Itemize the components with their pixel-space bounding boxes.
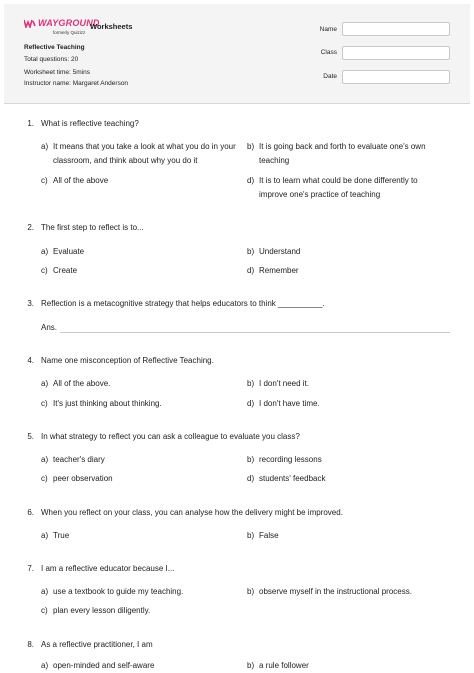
total-questions: Total questions: 20	[24, 56, 79, 63]
option-a[interactable]: a) open-minded and self-aware	[41, 661, 155, 670]
question-text: As a reflective practitioner, I am	[41, 640, 153, 649]
question-number: 6.	[27, 508, 34, 517]
question-number: 7.	[27, 564, 34, 573]
logo-subtitle: formerly Quizizz	[53, 30, 86, 35]
name-label: Name	[319, 26, 337, 33]
worksheet-header	[4, 4, 470, 104]
option-a[interactable]: a) True	[41, 531, 70, 540]
question-text: What is reflective teaching?	[41, 119, 139, 128]
brand-label: Worksheets	[90, 22, 133, 31]
worksheet-title: Reflective Teaching	[24, 44, 85, 51]
logo-wordmark: WAYGROUND	[38, 18, 100, 28]
option-b[interactable]: b) False	[247, 531, 279, 540]
question-number: 3.	[27, 299, 34, 308]
question-text: Reflection is a metacognitive strategy that helps educators to think __________.	[41, 299, 325, 308]
question-number: 8.	[27, 640, 34, 649]
question-text: I am a reflective educator because I...	[41, 564, 175, 573]
date-label: Date	[323, 73, 337, 80]
question-text: When you reflect on your class, you can analyse how the delivery might be improved.	[41, 508, 343, 517]
option-b[interactable]: b) recording lessons	[247, 455, 322, 464]
option-c[interactable]: c) All of the above	[41, 176, 109, 185]
option-a[interactable]: a) All of the above.	[41, 379, 111, 388]
question-text: In what strategy to reflect you can ask a colleague to evaluate you class?	[41, 432, 300, 441]
option-a[interactable]: a) use a textbook to guide my teaching.	[41, 587, 184, 596]
option-c[interactable]: c) Create	[41, 266, 78, 275]
option-b[interactable]: b) I don't need it.	[247, 379, 310, 388]
option-a[interactable]: a) It means that you take a look at what you do in your classroom, and think about why you do it	[41, 142, 236, 165]
option-c[interactable]: c) plan every lesson diligently.	[41, 606, 151, 615]
name-field[interactable]	[342, 22, 450, 36]
option-d[interactable]: d) I don't have time.	[247, 399, 320, 408]
question-text: The first step to reflect is to...	[41, 223, 144, 232]
wayground-logo	[24, 18, 100, 40]
option-b[interactable]: b) a rule follower	[247, 661, 309, 670]
question-text: Name one misconception of Reflective Teaching.	[41, 356, 214, 365]
option-d[interactable]: d) students' feedback	[247, 474, 326, 483]
answer-line[interactable]	[60, 332, 450, 333]
wayground-logo-icon	[24, 19, 36, 28]
question-number: 2.	[27, 223, 34, 232]
option-d[interactable]: d) Remember	[247, 266, 299, 275]
option-c[interactable]: c) peer observation	[41, 474, 113, 483]
option-a[interactable]: a) Evaluate	[41, 247, 85, 256]
option-d[interactable]: d) It is to learn what could be done differently to improve one's practice of teaching	[247, 176, 418, 199]
option-b[interactable]: b) Understand	[247, 247, 301, 256]
option-a[interactable]: a) teacher's diary	[41, 455, 105, 464]
instructor-name: Instructor name: Margaret Anderson	[24, 80, 129, 87]
question-number: 1.	[27, 119, 34, 128]
answer-label: Ans.	[41, 323, 58, 332]
class-label: Class	[320, 49, 337, 56]
question-number: 4.	[27, 356, 34, 365]
option-b[interactable]: b) observe myself in the instructional process.	[247, 587, 412, 596]
class-field[interactable]	[342, 46, 450, 60]
worksheet-time: Worksheet time: 5mins	[24, 69, 90, 76]
option-c[interactable]: c) It's just thinking about thinking.	[41, 399, 162, 408]
date-field[interactable]	[342, 70, 450, 84]
option-b[interactable]: b) It is going back and forth to evaluate one's own teaching	[247, 142, 426, 165]
question-number: 5.	[27, 432, 34, 441]
